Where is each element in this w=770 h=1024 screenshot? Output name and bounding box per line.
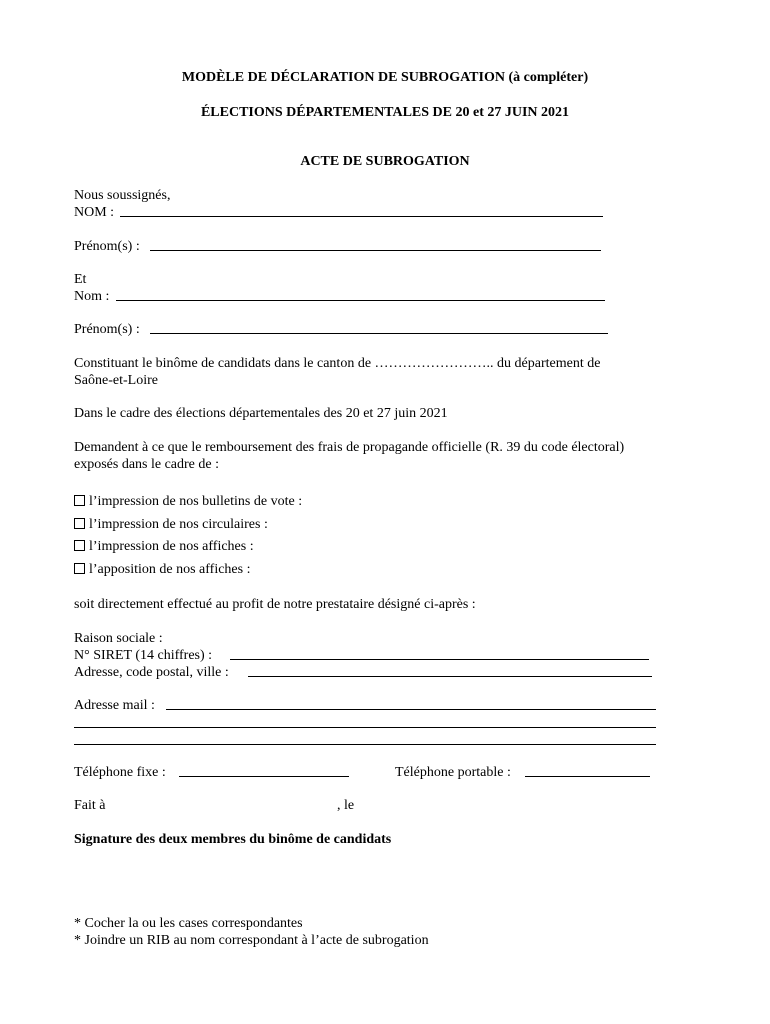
siret-field-line[interactable] [230, 659, 649, 660]
act-title: ACTE DE SUBROGATION [300, 154, 470, 169]
signature-heading: Signature des deux membres du binôme de candidats [74, 832, 392, 847]
mail-label: Adresse mail : [74, 698, 155, 713]
footnote: * Joindre un RIB au nom correspondant à l’acte de subrogation [74, 933, 429, 948]
nom2-label: Nom : [74, 289, 110, 304]
document-subtitle: ÉLECTIONS DÉPARTEMENTALES DE 20 et 27 JUIN 2021 [200, 105, 570, 120]
cadre-text: Dans le cadre des élections départementales des 20 et 27 juin 2021 [74, 406, 448, 421]
checkbox-item[interactable] [74, 561, 251, 578]
checkbox-label: l’impression de nos bulletins de vote : [89, 494, 303, 509]
document-title: MODÈLE DE DÉCLARATION DE SUBROGATION (à compléter) [181, 70, 589, 85]
date-label: , le [337, 798, 355, 813]
checkbox-item[interactable] [74, 538, 254, 555]
checkbox-label: l’impression de nos affiches : [89, 539, 254, 554]
canton-text-line2: Saône-et-Loire [74, 373, 158, 388]
checkbox-item[interactable] [74, 493, 302, 510]
nom-field-line[interactable] [120, 216, 603, 217]
et-text: Et [74, 272, 87, 287]
adresse-field-line[interactable] [248, 676, 652, 677]
checkbox-label: l’apposition de nos affiches : [89, 562, 251, 577]
adresse-label: Adresse, code postal, ville : [74, 665, 229, 680]
tel-portable-field-line[interactable] [525, 776, 650, 777]
prenom-field-line[interactable] [150, 250, 601, 251]
tel-portable-label: Téléphone portable : [395, 765, 511, 780]
mail-field-line-2[interactable] [74, 727, 656, 728]
checkbox-icon[interactable] [74, 563, 85, 574]
provider-intro: soit directement effectué au profit de notre prestataire désigné ci-après : [74, 597, 476, 612]
tel-fixe-label: Téléphone fixe : [74, 765, 166, 780]
nom-label: NOM : [74, 205, 115, 220]
checkbox-icon[interactable] [74, 518, 85, 529]
demande-text-line1: Demandent à ce que le remboursement des frais de propagande officielle (R. 39 du code électoral) [74, 440, 625, 455]
intro-text: Nous soussignés, [74, 188, 171, 203]
mail-field-line[interactable] [166, 709, 656, 710]
prenom2-field-line[interactable] [150, 333, 608, 334]
siret-label: N° SIRET (14 chiffres) : [74, 648, 213, 663]
checkbox-icon[interactable] [74, 495, 85, 506]
prenom-label: Prénom(s) : [74, 239, 140, 254]
checkbox-label: l’impression de nos circulaires : [89, 517, 268, 532]
footnote: * Cocher la ou les cases correspondantes [74, 916, 303, 931]
mail-field-line-3[interactable] [74, 744, 656, 745]
checkbox-item[interactable] [74, 516, 268, 533]
fait-a-label: Fait à [74, 798, 106, 813]
canton-text-line1: Constituant le binôme de candidats dans le canton de …………………….. du département de [74, 356, 601, 371]
nom2-field-line[interactable] [116, 300, 605, 301]
prenom2-label: Prénom(s) : [74, 322, 140, 337]
raison-sociale-label: Raison sociale : [74, 631, 163, 646]
demande-text-line2: exposés dans le cadre de : [74, 457, 219, 472]
checkbox-icon[interactable] [74, 540, 85, 551]
tel-fixe-field-line[interactable] [179, 776, 349, 777]
